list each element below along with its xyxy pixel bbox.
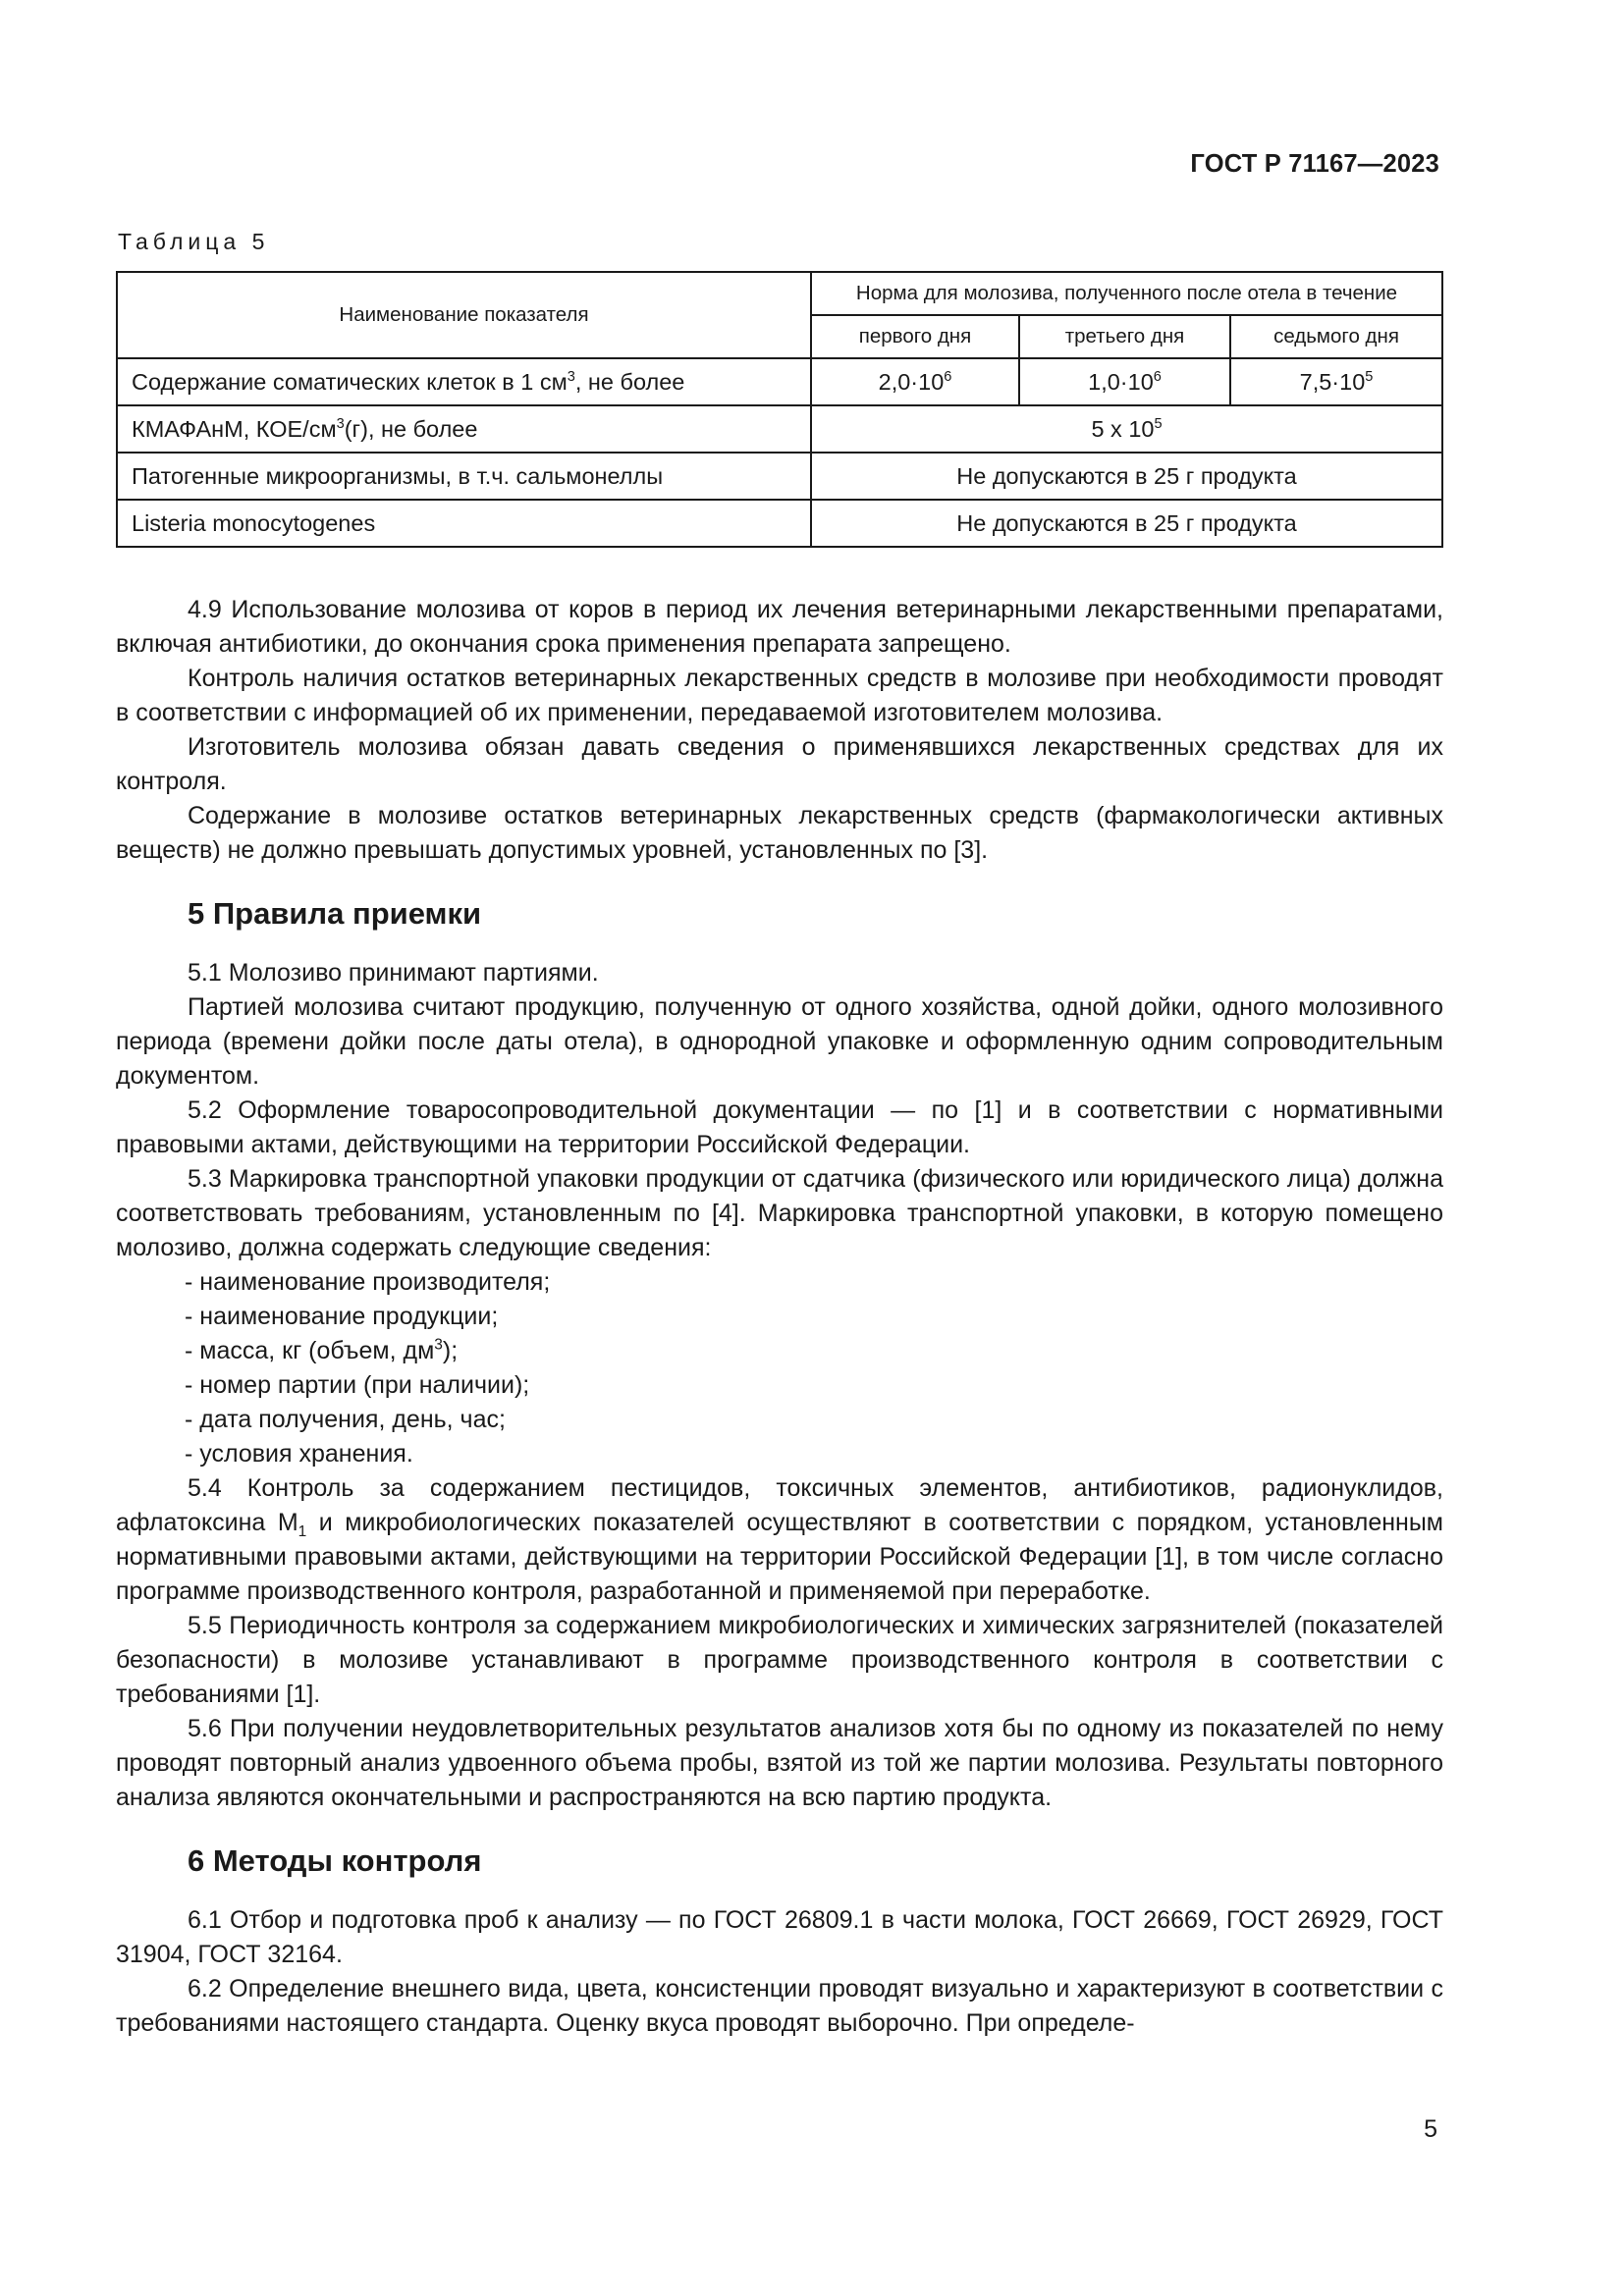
table-row [117, 405, 1442, 453]
table-row [117, 358, 1442, 405]
norms-table [116, 271, 1443, 548]
table-row [117, 500, 1442, 547]
paragraph: Партией молозива считают продукцию, полученную от одного хозяйства, одной дойки, одного молозивного периода (времени дойки после даты отела), в однородной упаковке и оформленную одним сопроводительным документом. [116, 993, 1443, 1090]
col-header-day3: третьего дня [1019, 315, 1230, 358]
table-caption: Таблица 5 [118, 229, 270, 254]
document-id-header: ГОСТ Р 71167—2023 [1190, 150, 1439, 178]
col-header-day1: первого дня [811, 315, 1019, 358]
row-name-somatic-cells: Содержание соматических клеток в 1 $см^3$, не более [117, 358, 811, 405]
table-header-row [117, 272, 1442, 315]
list-item: - наименование продукции; [185, 1303, 499, 1330]
paragraph: Изготовитель молозива обязан давать сведения о применявшихся лекарственных средствах для их контроля. [116, 733, 1443, 795]
row-name-kmafanm: КМАФАнМ, КОЕ/$см^3(г)$, не более [117, 405, 811, 453]
list-item: - масса, кг (объем, $дм^3$); [185, 1336, 459, 1364]
paragraph-5-5: 5.5 Периодичность контроля за содержанием микробиологических и химических загрязнителей (показателей безопасности) в молозиве устанавливают в программе производственного контроля в соответствии с требованиями [1]. [116, 1612, 1443, 1708]
value-day1: $2,0\cdot 10^6$ [811, 358, 1019, 405]
value-day3: $1,0\cdot 10^6$ [1019, 358, 1230, 405]
paragraph-5-3: 5.3 Маркировка транспортной упаковки продукции от сдатчика (физического или юридического лица) должна соответствовать требованиям, установленным по [4]. Маркировка транспортной упаковки, в которую помещено молозиво, должна содержать следующие сведения: [116, 1165, 1443, 1261]
row-name-listeria: Listeria monocytogenes [117, 500, 811, 547]
paragraph-5-4: 5.4 Контроль за содержанием пестицидов, токсичных элементов, антибиотиков, радионуклидов, афлатоксина $М_1$ и микробиологических показателей осуществляют в соответствии с порядком, установленным нормативными правовыми актами, действующими на территории Российской Федерации [1], в том числе согласно программе производственного контроля, разработанной и применяемой при переработке. [116, 1474, 1443, 1605]
paragraph-5-1: 5.1 Молозиво принимают партиями. [188, 959, 599, 987]
section-6-heading: 6 Методы контроля [188, 1843, 482, 1878]
col-header-norm-group: Норма для молозива, полученного после отела в течение [811, 272, 1442, 315]
list-item: - номер партии (при наличии); [185, 1371, 530, 1399]
paragraph-4-9: 4.9 Использование молозива от коров в период их лечения ветеринарными лекарственными препаратами, включая антибиотики, до окончания срока применения препарата запрещено. [116, 596, 1443, 658]
paragraph-6-2: 6.2 Определение внешнего вида, цвета, консистенции проводят визуально и характеризуют в соответствии с требованиями настоящего стандарта. Оценку вкуса проводят выборочно. При определе- [116, 1975, 1443, 2037]
value-listeria: Не допускаются в 25 г продукта [811, 500, 1442, 547]
page-number: 5 [1424, 2115, 1437, 2143]
value-pathogens: Не допускаются в 25 г продукта [811, 453, 1442, 500]
col-header-indicator: Наименование показателя [117, 272, 811, 358]
paragraph: Содержание в молозиве остатков ветеринарных лекарственных средств (фармакологически активных веществ) не должно превышать допустимых уровней, установленных по [3]. [116, 802, 1443, 864]
paragraph-5-2: 5.2 Оформление товаросопроводительной документации — по [1] и в соответствии с нормативными правовыми актами, действующими на территории Российской Федерации. [116, 1096, 1443, 1158]
paragraph-5-6: 5.6 При получении неудовлетворительных результатов анализов хотя бы по одному из показателей по нему проводят повторный анализ удвоенного объема пробы, взятой из той же партии молозива. Результаты повторного анализа являются окончательными и распространяются на всю партию продукта. [116, 1715, 1443, 1811]
list-item: - условия хранения. [185, 1440, 413, 1468]
list-item: - дата получения, день, час; [185, 1406, 506, 1433]
list-item: - наименование производителя; [185, 1268, 551, 1296]
table-row [117, 453, 1442, 500]
row-name-pathogens: Патогенные микроорганизмы, в т.ч. сальмонеллы [117, 453, 811, 500]
col-header-day7: седьмого дня [1230, 315, 1442, 358]
document-body [116, 593, 1443, 2041]
value-kmafanm: 5 х $10^5$ [811, 405, 1442, 453]
paragraph-6-1: 6.1 Отбор и подготовка проб к анализу — по ГОСТ 26809.1 в части молока, ГОСТ 26669, ГОСТ 26929, ГОСТ 31904, ГОСТ 32164. [116, 1906, 1443, 1968]
value-day7: $7,5\cdot 10^5$ [1230, 358, 1442, 405]
section-5-heading: 5 Правила приемки [188, 896, 482, 931]
paragraph: Контроль наличия остатков ветеринарных лекарственных средств в молозиве при необходимости проводят в соответствии с информацией об их применении, передаваемой изготовителем молозива. [116, 665, 1443, 726]
